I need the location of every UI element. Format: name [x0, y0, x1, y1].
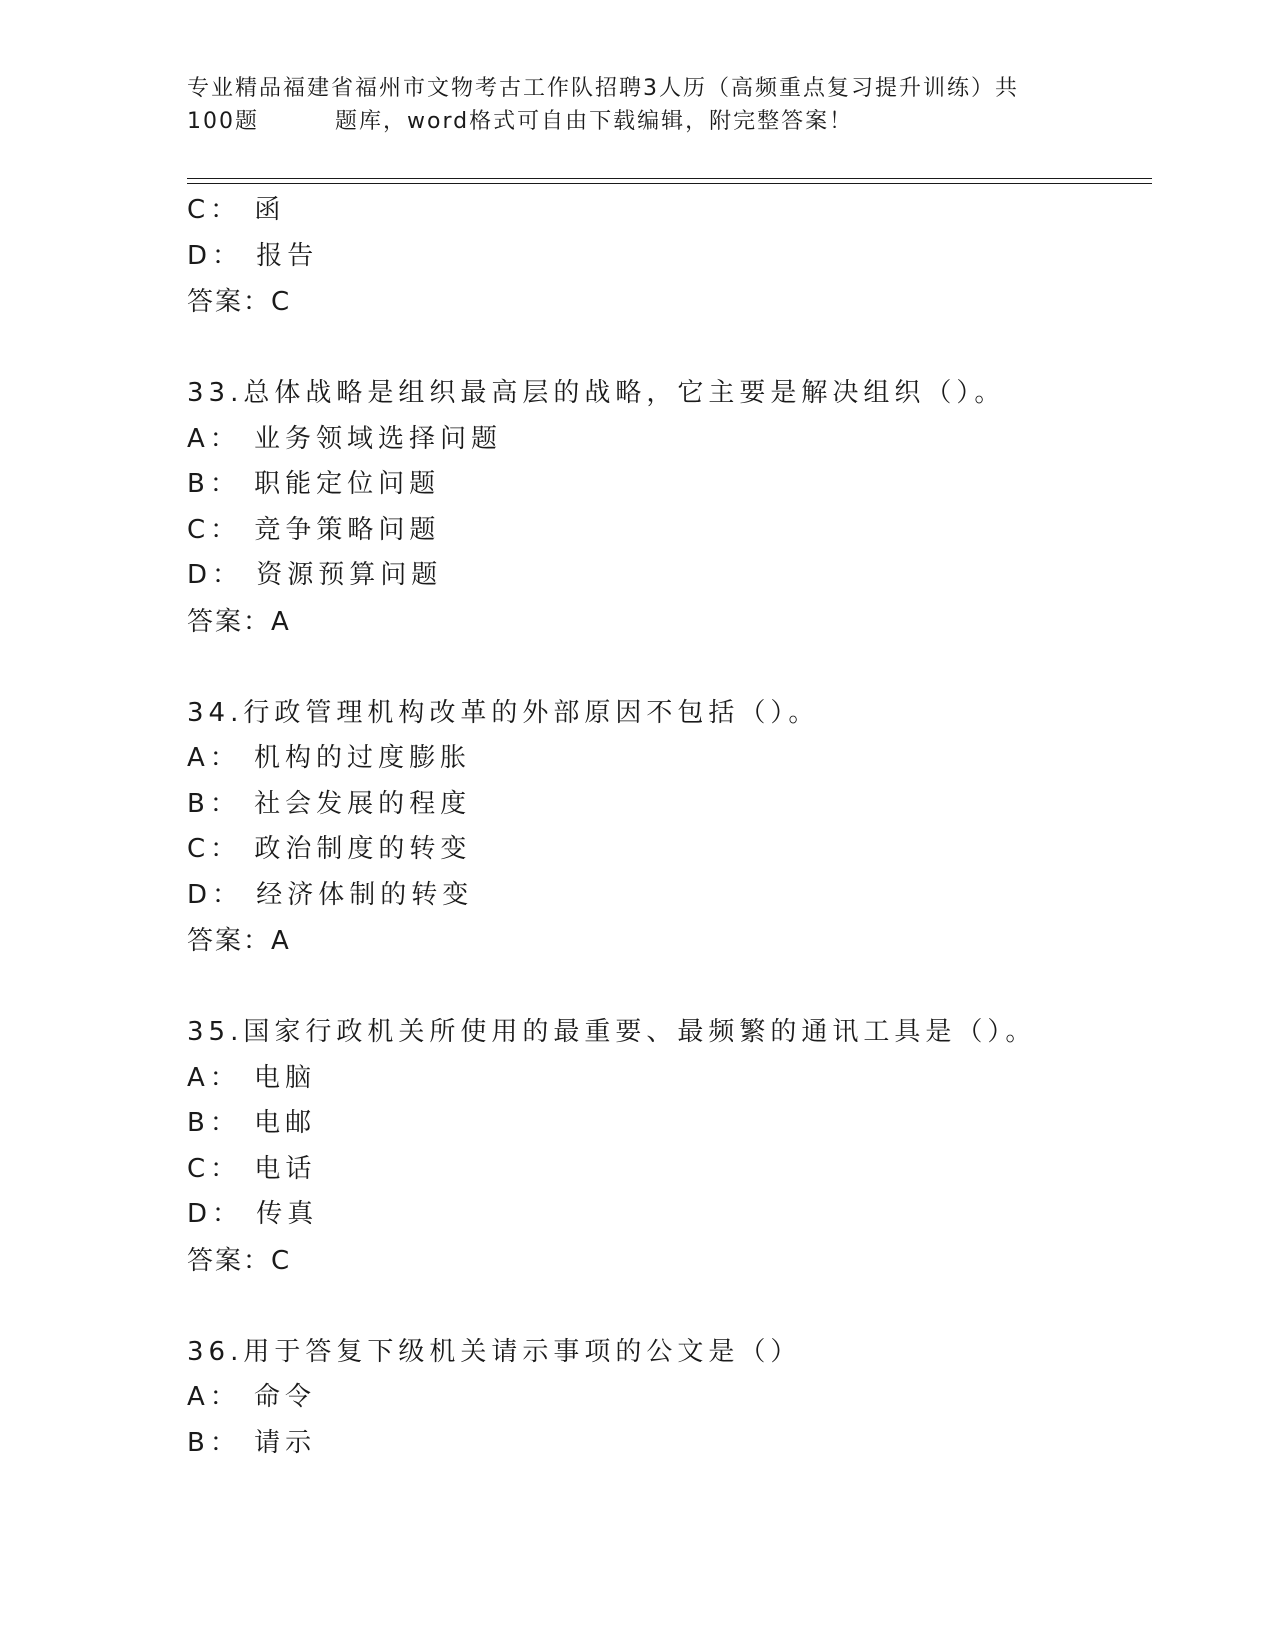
answer-line: 答案：C — [187, 287, 292, 317]
question-34 — [187, 691, 1152, 965]
option-b: B： 社会发展的程度 — [187, 788, 472, 819]
answer-line: 答案：A — [187, 926, 291, 956]
header-title-line-2 — [187, 105, 1087, 138]
option-a: A： 业务领域选择问题 — [187, 423, 503, 454]
question-title: 36.用于答复下级机关请示事项的公文是（） — [187, 1336, 802, 1367]
question-36 — [187, 1330, 1152, 1467]
option-c: C： 竞争策略问题 — [187, 514, 441, 545]
answer-line: 答案：A — [187, 606, 291, 637]
option-c: C： 电话 — [187, 1153, 317, 1184]
answer-line: 答案：C — [187, 1245, 292, 1276]
option-c: C： 政治制度的转变 — [187, 834, 472, 864]
option-a: A： 命令 — [187, 1382, 317, 1412]
question-title: 33.总体战略是组织最高层的战略，它主要是解决组织（）。 — [187, 378, 1006, 408]
question-title: 34.行政管理机构改革的外部原因不包括（）。 — [187, 697, 820, 728]
header-title-line-1: 专业精品福建省福州市文物考古工作队招聘3人历（高频重点复习提升训练）共 — [187, 76, 1019, 101]
question-35 — [187, 1010, 1152, 1284]
option-d: D： 经济体制的转变 — [187, 879, 474, 910]
option-b: B： 职能定位问题 — [187, 469, 441, 499]
option-d: D： 传真 — [187, 1199, 319, 1229]
option-a: A： 机构的过度膨胀 — [187, 743, 472, 773]
option-c: C： 函 — [187, 195, 286, 225]
question-content — [187, 188, 1152, 1466]
carryover-question — [187, 188, 1152, 325]
header-divider-bottom — [187, 183, 1152, 184]
option-d: D： 资源预算问题 — [187, 560, 443, 590]
header-divider-top — [187, 178, 1152, 179]
option-d: D： 报告 — [187, 240, 319, 271]
header-description: 题库，word格式可自由下载编辑，附完整答案！ — [335, 109, 854, 134]
option-a: A： 电脑 — [187, 1062, 317, 1093]
option-b: B： 电邮 — [187, 1108, 317, 1138]
question-title: 35.国家行政机关所使用的最重要、最频繁的通讯工具是（）。 — [187, 1017, 1037, 1047]
question-33 — [187, 371, 1152, 645]
document-header — [187, 72, 1087, 138]
header-question-count: 100题 — [187, 109, 259, 134]
option-b: B： 请示 — [187, 1427, 317, 1458]
